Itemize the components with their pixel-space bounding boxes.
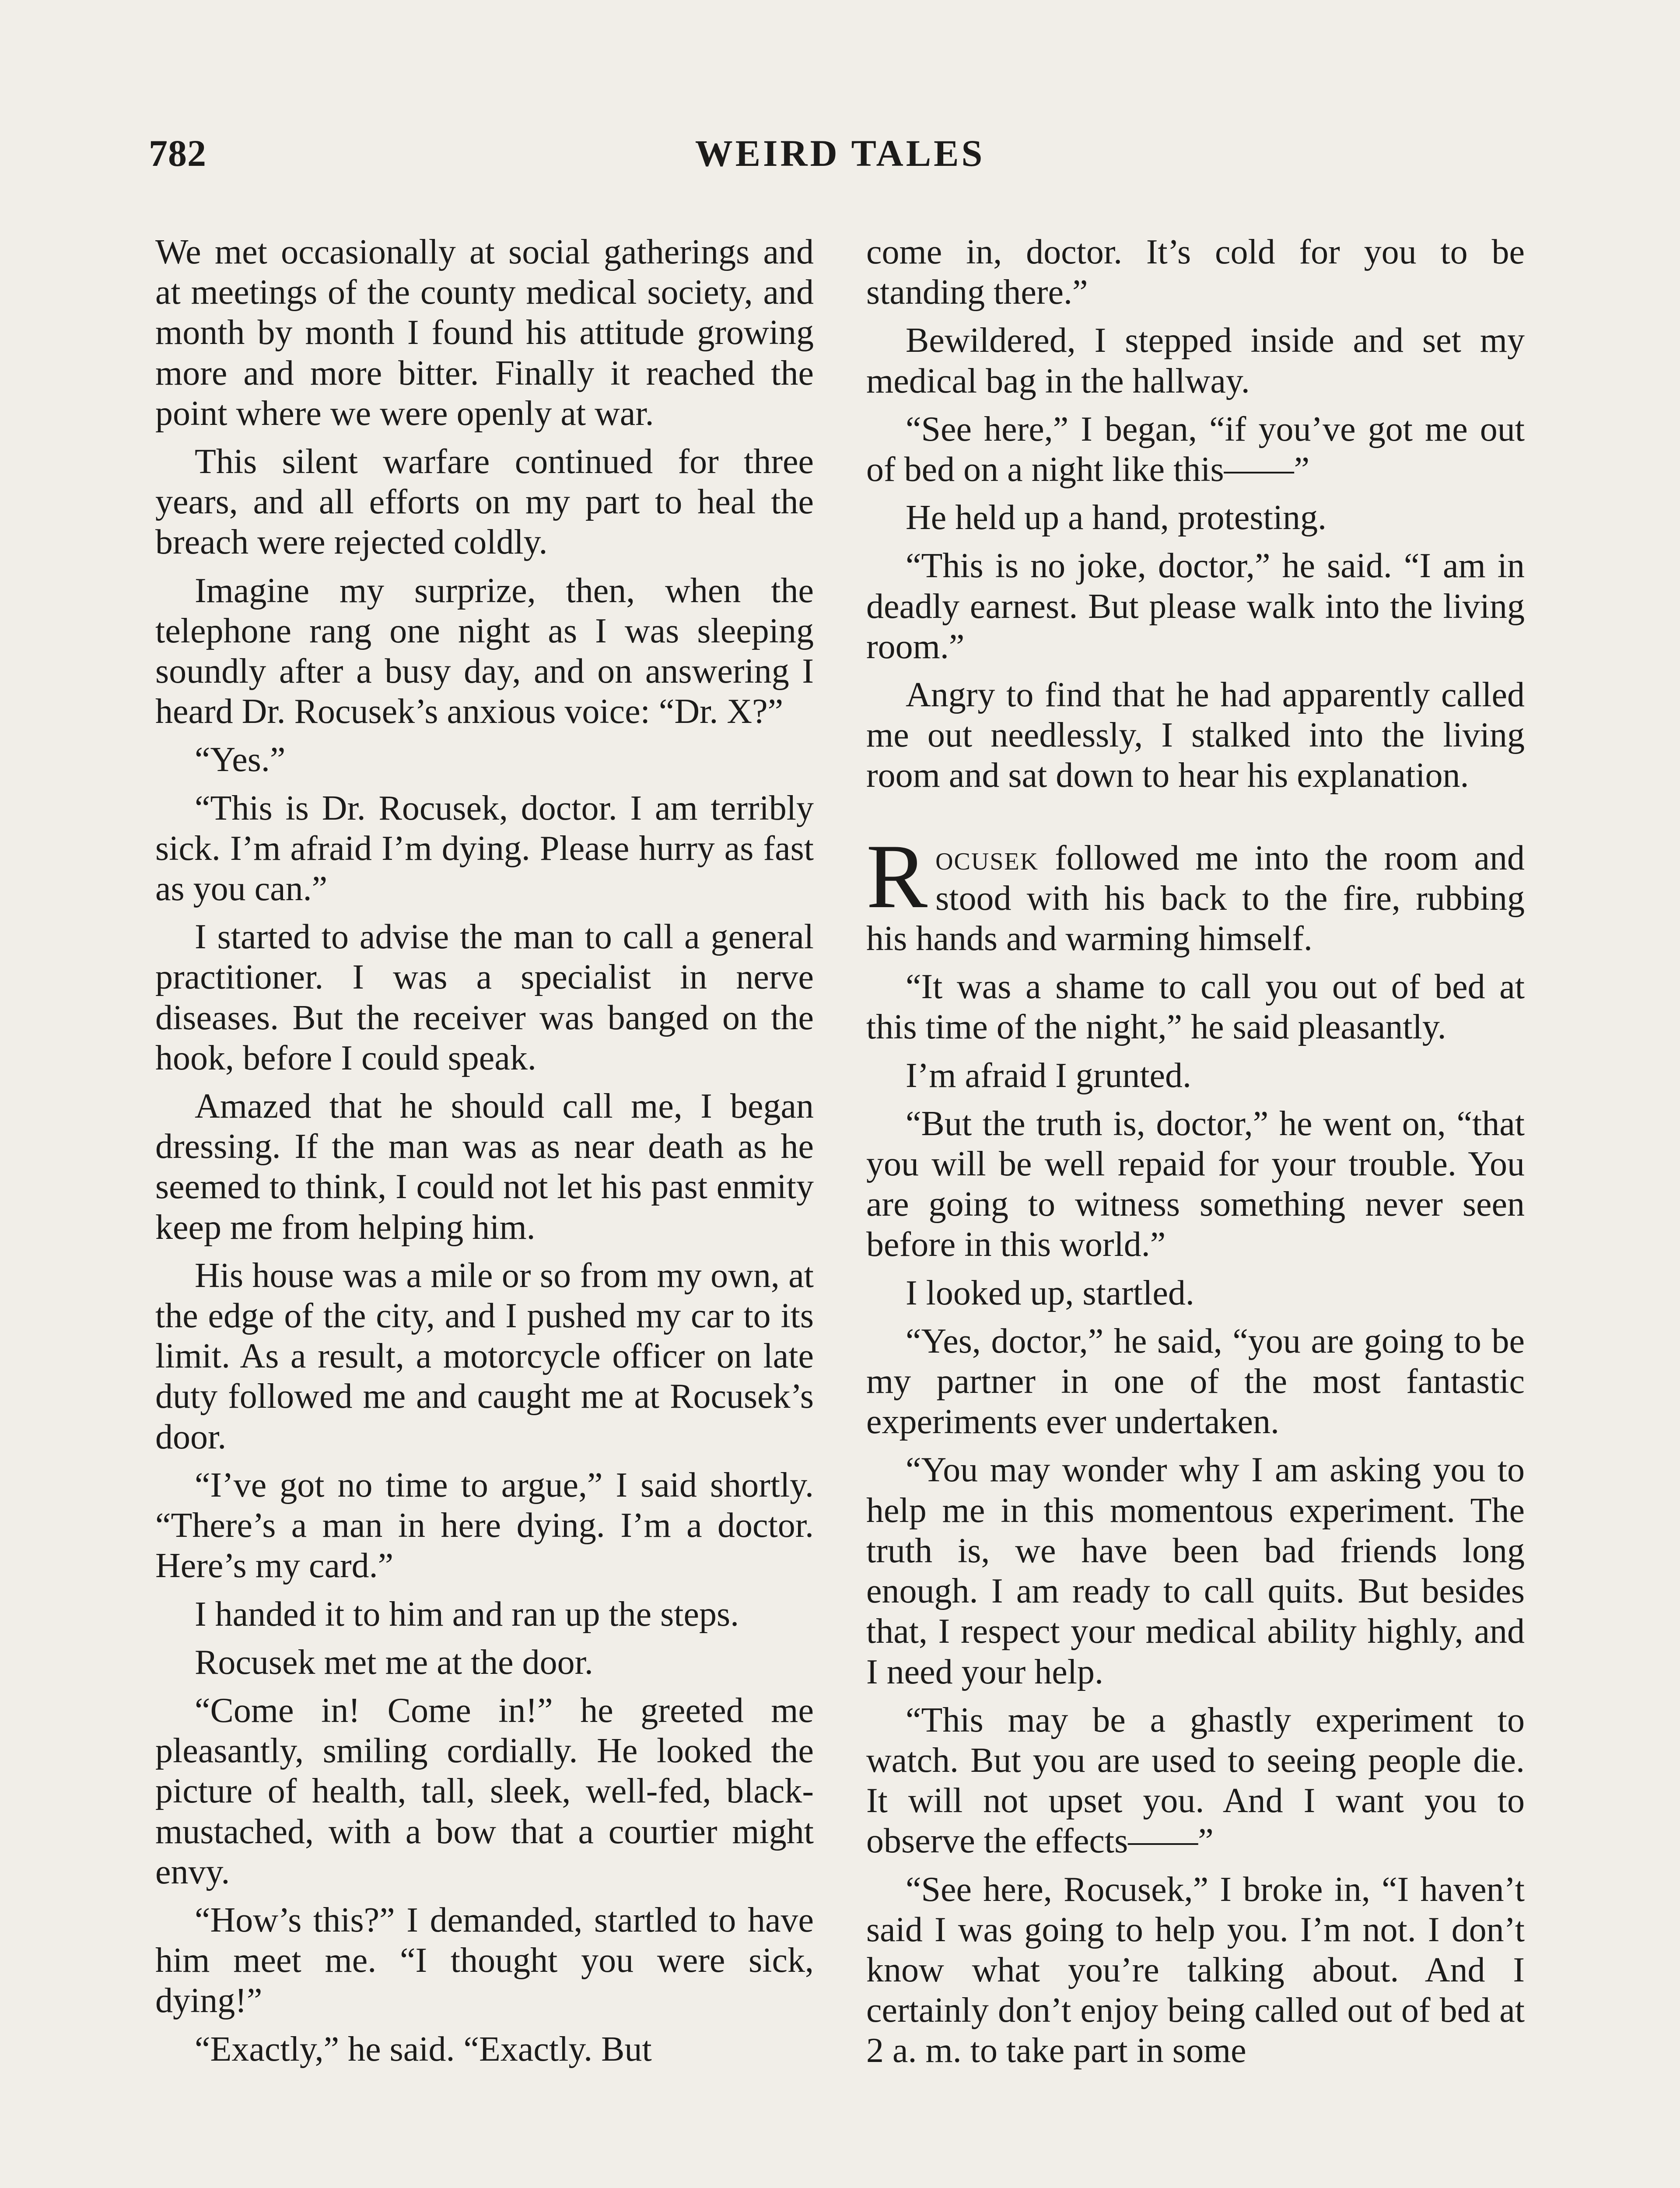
paragraph: “Exactly,” he said. “Exactly. But <box>195 2030 652 2069</box>
paragraph: We met occasionally at social gatherings and at meetings of the county medical society, and month by month I found his attitude growing more and more bitter. Finally it reached the point where we were openly at war. <box>155 233 814 433</box>
paragraph: “It was a shame to call you out of bed at this time of the night,” he said pleasantly. <box>866 968 1525 1047</box>
paragraph: He held up a hand, protesting. <box>906 498 1326 537</box>
drop-cap: R <box>866 825 928 927</box>
paragraph: Rocusek met me at the door. <box>195 1643 593 1682</box>
paragraph: Amazed that he should call me, I began dressing. If the man was as near death as he seemed to think, I could not let his past enmity keep me from helping him. <box>155 1087 814 1247</box>
running-head: WEIRD TALES <box>695 132 985 174</box>
paragraph: “You may wonder why I am asking you to help me in this momentous experiment. The truth is, we have been bad friends long enough. I am ready to call quits. But besides that, I respect your medical ability highly, and I need your help. <box>866 1451 1525 1691</box>
paragraph: come in, doctor. It’s cold for you to be standing there.” <box>866 233 1525 312</box>
paragraph: “I’ve got no time to argue,” I said shortly. “There’s a man in here dying. I’m a doctor. Here’s my card.” <box>155 1466 814 1585</box>
paragraph: “But the truth is, doctor,” he went on, “that you will be well repaid for your trouble. You are going to witness something never seen before in this world.” <box>866 1104 1525 1264</box>
paragraph: Angry to find that he had apparently called me out needlessly, I stalked into the living room and sat down to hear his explanation. <box>866 676 1525 795</box>
left-column <box>155 232 814 2077</box>
paragraph: “This may be a ghastly experiment to watch. But you are used to seeing people die. It will not upset you. And I want you to observe the effects——” <box>866 1701 1525 1861</box>
paragraph: “This is Dr. Rocusek, doctor. I am terribly sick. I’m afraid I’m dying. Please hurry as fast as you can.” <box>155 789 814 908</box>
paragraph: “See here, Rocusek,” I broke in, “I haven’t said I was going to help you. I’m not. I don’t know what you’re talking about. And I certainly don’t enjoy being called out of bed at 2 a. m. to take part in some <box>866 1870 1525 2070</box>
right-column <box>866 232 1525 2079</box>
paragraph: “Yes, doctor,” he said, “you are going to be my partner in one of the most fantastic experiments ever undertaken. <box>866 1322 1525 1441</box>
paragraph: “How’s this?” I demanded, startled to have him meet me. “I thought you were sick, dying!” <box>155 1900 814 2020</box>
paragraph: “This is no joke, doctor,” he said. “I am in deadly earnest. But please walk into the living room.” <box>866 547 1525 666</box>
paragraph: Bewildered, I stepped inside and set my medical bag in the hallway. <box>866 321 1525 400</box>
paragraph: I started to advise the man to call a general practitioner. I was a specialist in nerve diseases. But the receiver was banged on the hook, before I could speak. <box>155 918 814 1077</box>
small-caps-lead: ocusek <box>935 838 1039 877</box>
paragraph: “Come in! Come in!” he greeted me pleasantly, smiling cordially. He looked the picture of health, tall, sleek, well-fed, black-mustached, with a bow that a courtier might envy. <box>155 1691 814 1891</box>
paragraph: “See here,” I began, “if you’ve got me out of bed on a night like this——” <box>866 410 1525 489</box>
paragraph: I’m afraid I grunted. <box>906 1056 1192 1095</box>
section-opening-paragraph <box>866 825 1525 959</box>
paragraph: His house was a mile or so from my own, at the edge of the city, and I pushed my car to its limit. As a result, a motorcycle officer on late duty followed me and caught me at Rocusek’s door. <box>155 1256 814 1456</box>
paragraph: I handed it to him and ran up the steps. <box>195 1595 739 1634</box>
page-number: 782 <box>149 132 206 174</box>
paragraph: “Yes.” <box>195 740 286 779</box>
paragraph: I looked up, startled. <box>906 1273 1194 1312</box>
paragraph-text: followed me into the room and stood with his back to the fire, rubbing his hands and warming himself. <box>866 838 1525 958</box>
paragraph: This silent warfare continued for three years, and all efforts on my part to heal the breach were rejected coldly. <box>155 442 814 562</box>
paragraph: Imagine my surprize, then, when the telephone rang one night as I was sleeping soundly after a busy day, and on answering I heard Dr. Rocusek’s anxious voice: “Dr. X?” <box>155 571 814 731</box>
